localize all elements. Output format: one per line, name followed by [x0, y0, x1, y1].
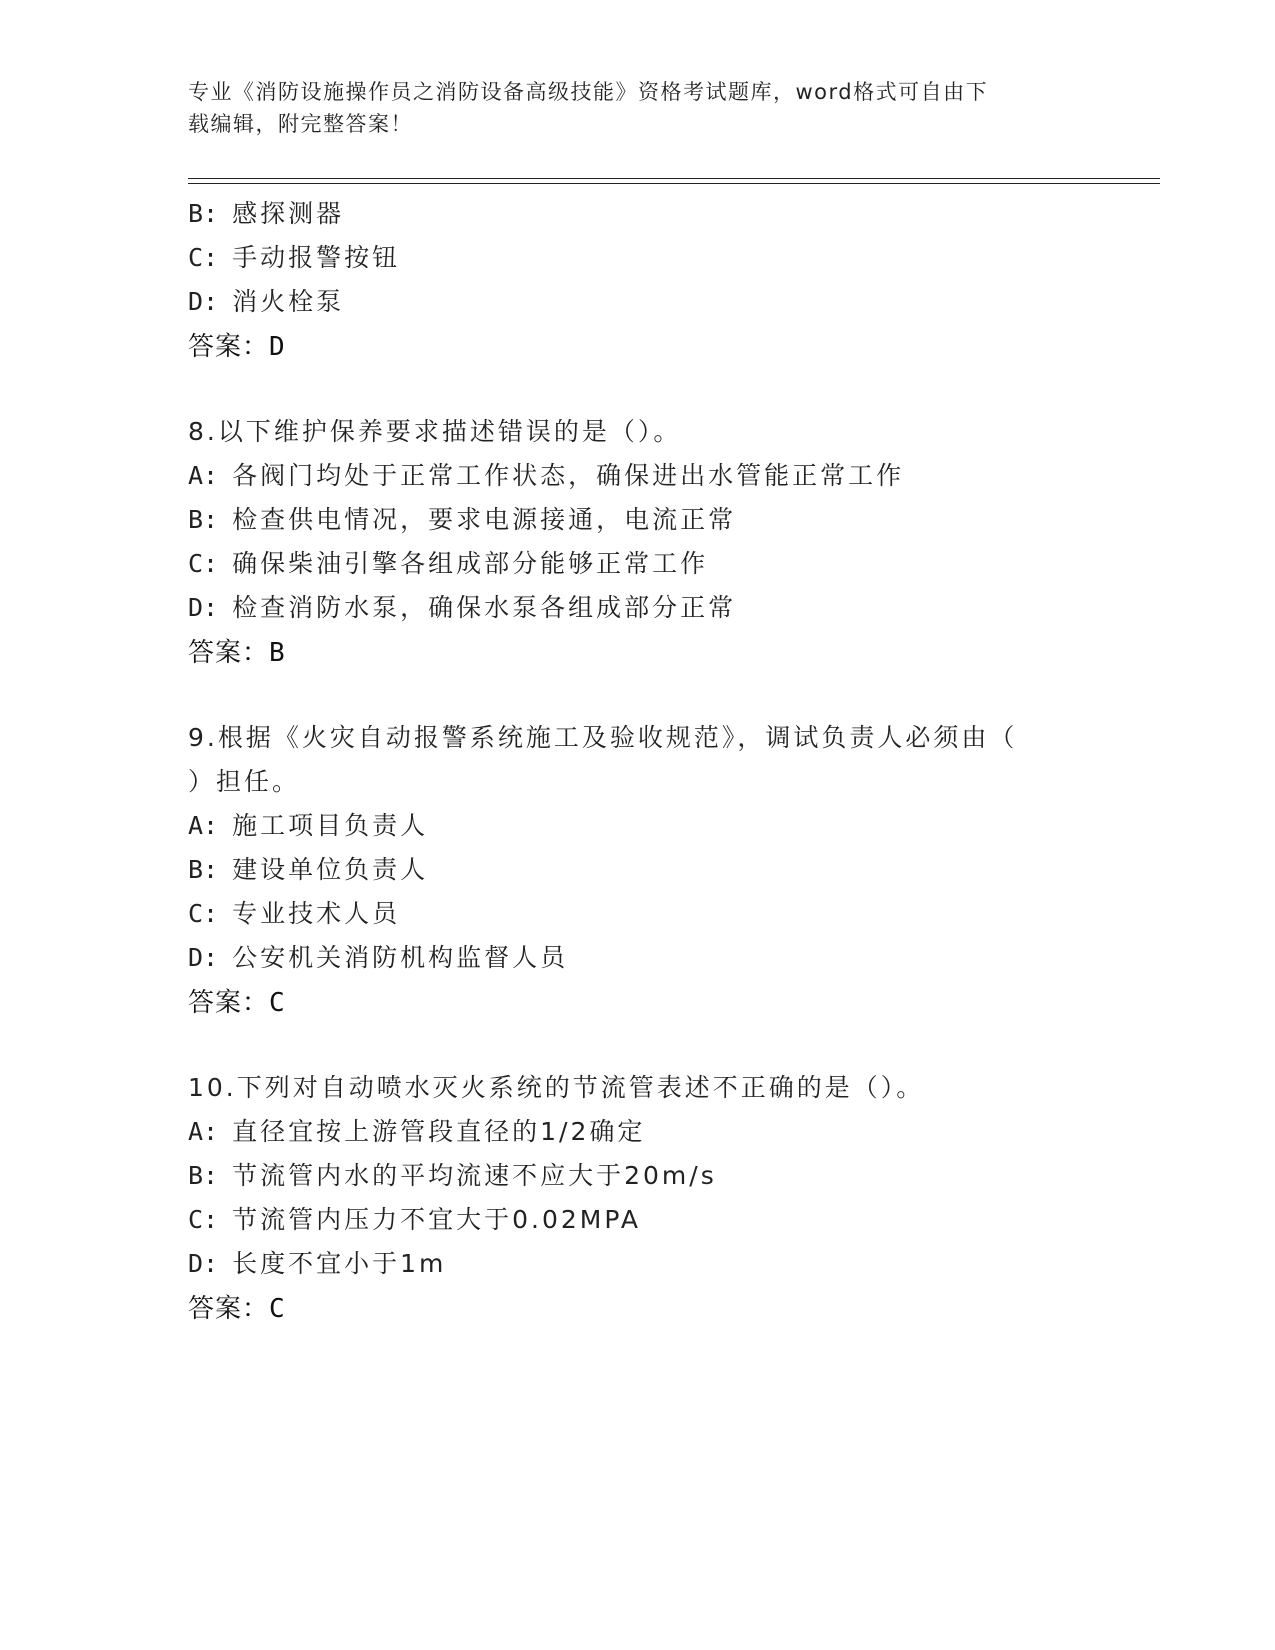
option-label: B: — [188, 505, 219, 534]
option-label: B: — [188, 855, 219, 884]
answer-label: 答案： — [188, 332, 270, 362]
option-label: D: — [188, 943, 219, 972]
option-label: D: — [188, 593, 219, 622]
option-text: 消火栓泵 — [232, 287, 345, 316]
option-label: A: — [188, 461, 219, 490]
option-text: 感探测器 — [232, 199, 345, 228]
option-c — [188, 894, 400, 930]
option-text: 专业技术人员 — [232, 899, 401, 928]
option-text: 节流管内压力不宜大于0.02MPA — [232, 1205, 641, 1234]
option-label: A: — [188, 811, 219, 840]
option-b — [188, 194, 344, 230]
option-label: C: — [188, 899, 219, 928]
header-line-1: 专业《消防设施操作员之消防设备高级技能》资格考试题库，word格式可自由下 — [188, 80, 989, 104]
option-text: 检查消防水泵，确保水泵各组成部分正常 — [232, 593, 737, 622]
option-label: D: — [188, 1249, 219, 1278]
answer-line — [188, 326, 286, 363]
option-label: B: — [188, 199, 219, 228]
option-label: A: — [188, 1117, 219, 1146]
option-a — [188, 456, 904, 492]
option-text: 施工项目负责人 — [232, 811, 429, 840]
answer-line — [188, 1288, 286, 1325]
answer-line — [188, 982, 286, 1019]
option-label: B: — [188, 1161, 219, 1190]
question-stem-continued: ）担任。 — [188, 767, 301, 796]
option-a — [188, 806, 428, 842]
option-label: D: — [188, 287, 219, 316]
option-d — [188, 938, 568, 974]
header-line-2: 载编辑，附完整答案！ — [188, 112, 413, 136]
option-text: 确保柴油引擎各组成部分能够正常工作 — [232, 549, 709, 578]
option-label: C: — [188, 549, 219, 578]
answer-label: 答案： — [188, 638, 270, 668]
document-header — [188, 76, 1088, 140]
answer-value: D — [269, 332, 286, 362]
option-b — [188, 1156, 717, 1192]
option-label: C: — [188, 243, 219, 272]
option-d — [188, 588, 736, 624]
option-c — [188, 544, 708, 580]
header-divider-top — [188, 178, 1160, 179]
option-text: 手动报警按钮 — [232, 243, 401, 272]
option-c — [188, 238, 400, 274]
header-divider-bottom — [188, 183, 1160, 184]
option-text: 长度不宜小于1m — [232, 1249, 447, 1278]
option-b — [188, 500, 736, 536]
option-a — [188, 1112, 645, 1148]
answer-label: 答案： — [188, 988, 270, 1018]
option-d — [188, 282, 344, 318]
option-b — [188, 850, 428, 886]
option-label: C: — [188, 1205, 219, 1234]
option-text: 建设单位负责人 — [232, 855, 429, 884]
question-stem: 8.以下维护保养要求描述错误的是（）。 — [188, 417, 682, 446]
option-d — [188, 1244, 446, 1280]
option-text: 公安机关消防机构监督人员 — [232, 943, 569, 972]
option-text: 节流管内水的平均流速不应大于20m/s — [232, 1161, 717, 1190]
option-text: 各阀门均处于正常工作状态，确保进出水管能正常工作 — [232, 461, 905, 490]
answer-value: C — [269, 988, 286, 1018]
answer-value: B — [269, 638, 286, 668]
option-text: 直径宜按上游管段直径的1/2确定 — [232, 1117, 646, 1146]
question-stem: 9.根据《火灾自动报警系统施工及验收规范》，调试负责人必须由（ — [188, 723, 1018, 752]
option-c — [188, 1200, 641, 1236]
question-stem: 10.下列对自动喷水灭火系统的节流管表述不正确的是（）。 — [188, 1073, 925, 1102]
answer-line — [188, 632, 286, 669]
answer-label: 答案： — [188, 1294, 270, 1324]
option-text: 检查供电情况，要求电源接通，电流正常 — [232, 505, 737, 534]
answer-value: C — [269, 1294, 286, 1324]
